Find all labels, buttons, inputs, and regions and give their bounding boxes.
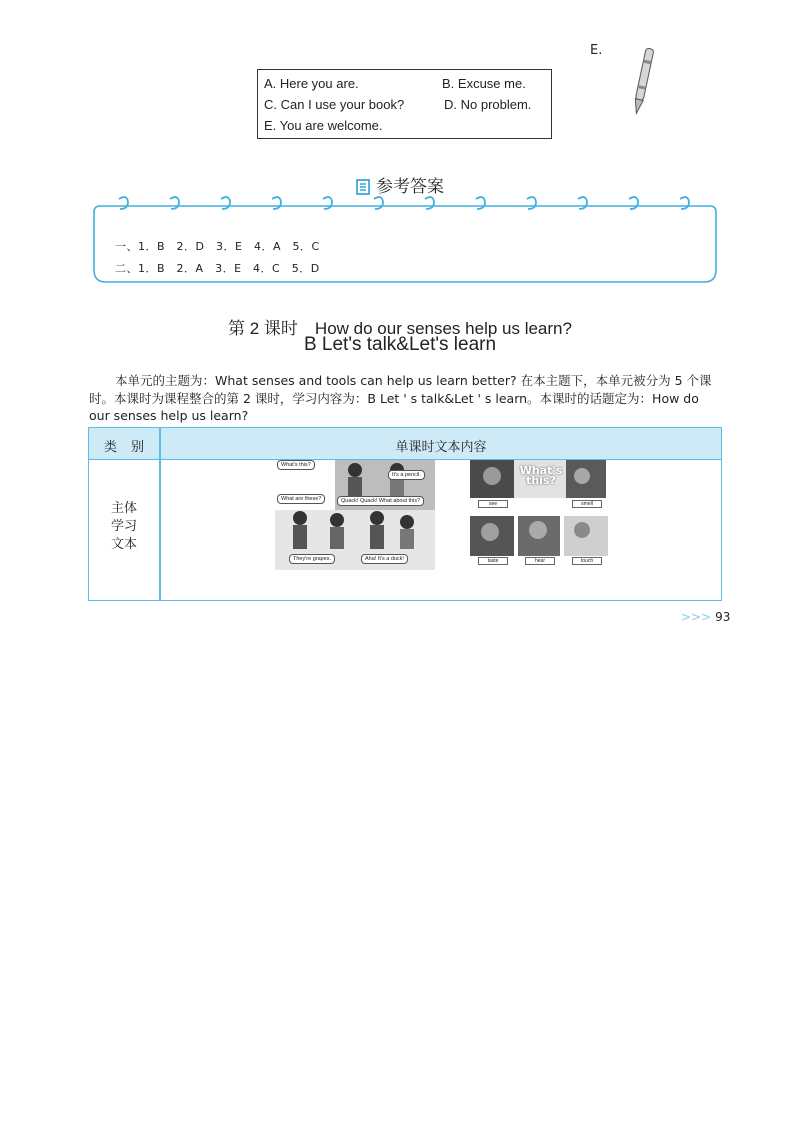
dialogue-comic-image	[275, 458, 435, 570]
comic-bubble: What's this?	[277, 460, 315, 470]
option-e: E. You are welcome.	[264, 118, 383, 133]
binder-ring-icon	[578, 197, 587, 209]
page-arrows: >>>	[681, 610, 712, 624]
header-category: 类别	[103, 440, 158, 455]
binder-ring-icon	[374, 197, 383, 209]
photo-banner: What's this?	[519, 464, 563, 487]
option-b: B. Excuse me.	[442, 76, 526, 91]
page-number: >>> 93	[681, 610, 731, 624]
binder-ring-icon	[221, 197, 230, 209]
pen-icon	[628, 46, 658, 118]
intro-paragraph: 本单元的主题为：What senses and tools can help us learn better? 在本主题下，本单元被分为 5 个课时。本课时为课程整合的第 2 课时，学习内容为：B Let ' s talk&Let ' s learn。本课时的话题定为：How do our senses help us learn?	[89, 373, 712, 423]
comic-bubble: Quack! Quack! What about this?	[337, 496, 424, 506]
binder-ring-icon	[272, 197, 281, 209]
options-box	[257, 69, 552, 139]
binder-ring-icon	[425, 197, 434, 209]
answers-heading	[0, 172, 800, 197]
binder-ring-icon	[170, 197, 179, 209]
book-icon	[356, 179, 370, 195]
photo-caption: see	[478, 500, 508, 508]
option-d: D. No problem.	[444, 97, 532, 112]
comic-bubble: They're grapes.	[289, 554, 335, 564]
lesson-title: 第 2 课时 How do our senses help us learn?	[228, 319, 572, 338]
lesson-content-table	[88, 427, 722, 601]
binder-ring-icon	[323, 197, 332, 209]
binder-ring-icon	[527, 197, 536, 209]
option-c: C. Can I use your book?	[264, 97, 405, 112]
binder-ring-icon	[629, 197, 638, 209]
header-content: 单课时文本内容	[395, 440, 487, 455]
answers-title: 参考答案	[376, 177, 444, 197]
binder-ring-icon	[680, 197, 689, 209]
binder-ring-icon	[476, 197, 485, 209]
question-e-label: E.	[590, 43, 603, 58]
comic-bubble: What are these?	[277, 494, 325, 504]
answer-line-2: 二、1．B 2．A 3．E 4．C 5．D	[115, 262, 320, 275]
option-a: A. Here you are.	[264, 76, 359, 91]
binder-ring-icon	[119, 197, 128, 209]
answer-line-1: 一、1．B 2．D 3．E 4．A 5．C	[115, 240, 320, 253]
comic-bubble: Aha! It's a duck!	[361, 554, 408, 564]
senses-photo-grid	[470, 458, 610, 570]
photo-caption: touch	[572, 557, 602, 565]
photo-caption: hear	[525, 557, 555, 565]
row-label: 主体 学习 文本	[110, 501, 137, 552]
comic-bubble: It's a pencil.	[388, 470, 425, 480]
photo-caption: taste	[478, 557, 508, 565]
lesson-subtitle: B Let's talk&Let's learn	[303, 334, 497, 355]
photo-caption: smell	[572, 500, 602, 508]
